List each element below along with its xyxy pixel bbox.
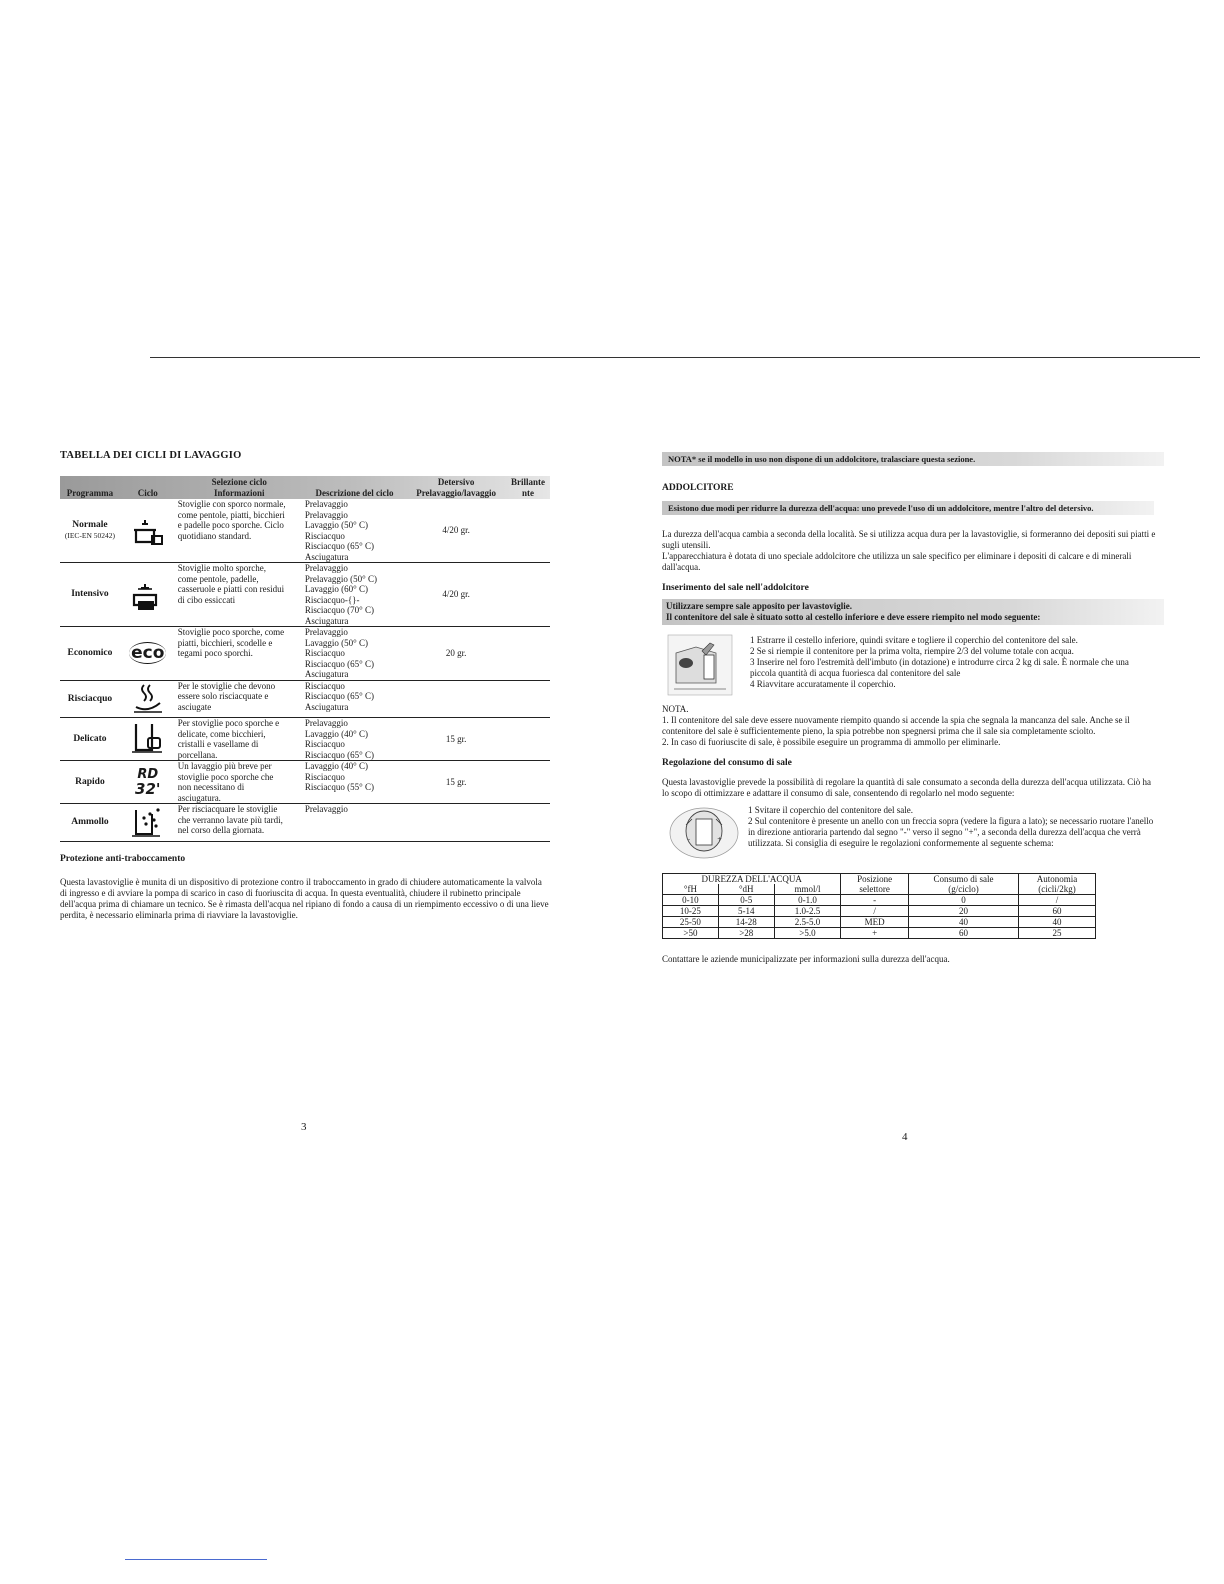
hardness-cell: >50 (663, 928, 719, 939)
program-detergent: 4/20 gr. (406, 563, 506, 627)
hardness-row (663, 917, 1096, 928)
program-step: Lavaggio (50° C) (304, 637, 368, 648)
program-steps-cell (303, 563, 406, 627)
header-brillante-line2: nte (522, 487, 535, 498)
bottom-rule (125, 1559, 267, 1560)
col-pos-line2: selettore (859, 884, 890, 894)
program-info-cell (176, 680, 303, 718)
hardness-cell: + (841, 928, 909, 939)
col-aut-line2: (cicli/2kg) (1038, 884, 1076, 894)
hardness-col-position (841, 874, 909, 895)
program-info-line: casseruole e piatti con residui (177, 584, 285, 594)
program-info-cell (176, 718, 303, 761)
cycles-table-body (60, 499, 550, 841)
regulation-title: Regolazione del consumo di sale (662, 758, 792, 768)
hardness-cell: 0 (908, 895, 1018, 906)
pot-heavy-icon (120, 563, 176, 627)
regulation-step-2: 2 Sul contenitore è presente un anello con un freccia sopra (vedere la figura a lato); se necessario ruotare l'anello in direzione antioraria partendo dal segno "-" verso il segno "+", a seconda della durezza dell'acqua che verrà utilizzata. Si consiglia di eseguire le regolazioni conformemente al seguente schema: (748, 816, 1154, 848)
header-programma: Programma (66, 487, 114, 498)
pot-icon (120, 499, 176, 563)
hardness-col-fh: °fH (663, 884, 719, 895)
program-info-line: piatti, bicchieri, scodelle e (177, 637, 273, 648)
program-info-line: Stoviglie poco sporche, come (177, 627, 285, 637)
header-selezione (176, 476, 303, 499)
program-step: Prelavaggio (304, 563, 348, 573)
hardness-cell: >28 (718, 928, 774, 939)
program-info-line: tegami poco sporchi. (177, 648, 253, 658)
hardness-cell: - (841, 895, 909, 906)
program-step: Asciugatura (304, 551, 349, 562)
salt-steps-list (750, 635, 1154, 690)
nota-item-2: 2. In caso di fuoriuscite di sale, è possibile eseguire un programma di ammollo per eliminarle. (662, 737, 1001, 747)
program-step: Prelavaggio (304, 509, 348, 520)
page-number-right: 4 (902, 1131, 908, 1143)
program-name-cell (60, 718, 120, 761)
program-name: Intensivo (71, 589, 109, 600)
program-info-line: quotidiano standard. (177, 530, 252, 541)
cycle-row-normale (60, 499, 550, 563)
program-detergent (406, 680, 506, 718)
hardness-cell: 5-14 (718, 906, 774, 917)
program-step: Risciacquo (65° C) (304, 541, 374, 551)
program-info-line: come pentole, padelle, (177, 573, 259, 584)
program-detergent: 15 gr. (406, 718, 506, 761)
salt-bar-line2: Il contenitore del sale è situato sotto al cestello inferiore e deve essere riempito nel modo seguente: (666, 612, 1041, 622)
hardness-header-row-1 (663, 874, 1096, 885)
program-info-cell (176, 499, 303, 563)
overflow-text: Questa lavastoviglie è munita di un dispositivo di protezione contro il traboccamento in grado di chiudere automaticamente la valvola di ingresso e di avviare la pompa di scarico in caso di fuoriuscita di acqua. In questa eventualità, chiudere il rubinetto principale dell'acqua prima di chiamare un tecnico. Se è rimasta dell'acqua nel ripiano di fondo a causa di un riempimento eccessivo o di una lieve perdita, è necessario eliminarla prima di riavviare la lavastoviglie. (60, 876, 549, 920)
salt-container-illustration-icon (666, 633, 734, 697)
header-brillantante (506, 476, 550, 499)
header-detersivo-line2: Prelavaggio/lavaggio (416, 487, 497, 498)
hardness-row (663, 895, 1096, 906)
program-info-line: come pentole, piatti, bicchieri (177, 509, 285, 520)
hardness-cell: >5.0 (774, 928, 841, 939)
col-cons-line2: (g/ciclo) (948, 884, 979, 894)
program-name-cell (60, 761, 120, 804)
cycles-table-header (60, 476, 550, 499)
right-page (662, 452, 1158, 965)
regulation-steps-list (748, 805, 1156, 849)
cycle-row-delicato (60, 718, 550, 761)
addolcitore-p1: La durezza dell'acqua cambia a seconda della località. Se si utilizza acqua dura per la lavastoviglie, si formeranno dei depositi sui piatti e sugli utensili. (662, 529, 1156, 550)
program-detergent: 15 gr. (406, 761, 506, 804)
rapid-label: RD (137, 767, 159, 782)
hardness-row (663, 928, 1096, 939)
hardness-cell: 40 (908, 917, 1018, 928)
salt-step-1: 1 Estrarre il cestello inferiore, quindi svitare e togliere il coperchio del contenitore del sale. (750, 635, 1078, 645)
program-info-cell (176, 627, 303, 681)
program-info-line: nel corso della giornata. (177, 825, 265, 835)
program-name: Delicato (73, 733, 107, 744)
program-rinse-aid (506, 804, 550, 842)
program-step: Lavaggio (40° C) (304, 728, 368, 739)
hardness-cell: MED (841, 917, 909, 928)
svg-text:-: - (688, 836, 691, 843)
hardness-col-dh: °dH (718, 884, 774, 895)
program-steps-cell (303, 499, 406, 563)
program-standard: (IEC-EN 50242) (64, 530, 116, 540)
program-info-cell (176, 804, 303, 842)
hardness-cell: 14-28 (718, 917, 774, 928)
salt-title: Inserimento del sale nell'addolcitore (662, 583, 809, 593)
addolcitore-p2: L'apparecchiatura è dotata di uno speciale addolcitore che utilizza un sale specifico per eliminare i depositi di calcare e di minerali dall'acqua. (662, 551, 1132, 572)
program-info-line: Per stoviglie poco sporche e (177, 718, 280, 728)
program-name-cell (60, 563, 120, 627)
program-step: Prelavaggio (50° C) (304, 573, 377, 584)
program-step: Risciacquo (304, 530, 345, 541)
salt-bar (662, 599, 1164, 625)
program-info-line: asciugatura. (177, 792, 221, 803)
header-brillante-line1: Brillante (511, 477, 546, 487)
nota-bar: NOTA* se il modello in uso non dispone di un addolcitore, tralasciare questa sezione. (662, 452, 1164, 466)
cycle-row-risciacquo (60, 680, 550, 718)
program-step: Prelavaggio (304, 627, 348, 637)
program-step: Lavaggio (60° C) (304, 584, 368, 594)
header-detersivo-line1: Detersivo (437, 477, 475, 487)
program-rinse-aid (506, 499, 550, 563)
program-step: Risciacquo (65° C) (304, 658, 374, 669)
program-rinse-aid (506, 680, 550, 718)
glass-icon (120, 718, 176, 761)
regulation-step-1: 1 Svitare il coperchio del contenitore del sale. (748, 805, 913, 815)
program-steps-cell (303, 718, 406, 761)
program-name: Economico (67, 648, 113, 658)
nota-item-1: 1. Il contenitore del sale deve essere nuovamente riempito quando si accende la spia che segnala la mancanza del sale. Anche se il contenitore del sale è sufficientemente pieno, la spia potrebbe non spegnersi prima che il sale sia completamente sciolto. (662, 715, 1130, 736)
hardness-cell: 0-1.0 (774, 895, 841, 906)
program-detergent: 4/20 gr. (406, 499, 506, 563)
hardness-cell: 1.0-2.5 (774, 906, 841, 917)
hardness-cell: 0-5 (718, 895, 774, 906)
program-step: Asciugatura (304, 669, 349, 679)
program-info-line: Per le stoviglie che devono (177, 680, 276, 691)
hardness-cell: 25-50 (663, 917, 719, 928)
hardness-col-consumption (908, 874, 1018, 895)
svg-text:+: + (717, 836, 723, 843)
program-detergent: 20 gr. (406, 627, 506, 681)
cycles-table-title: TABELLA DEI CICLI DI LAVAGGIO (60, 450, 242, 461)
hardness-cell: / (1018, 895, 1095, 906)
salt-step-3: 3 Inserire nel foro l'estremità dell'imbuto (in dotazione) e introdurre circa 2 kg di sale. È normale che una piccola quantità di acqua fuoriesca dal contenitore del sale (750, 657, 1129, 678)
program-info-line: delicate, come bicchieri, (177, 728, 266, 739)
header-detersivo (406, 476, 506, 499)
program-step: Risciacquo (304, 648, 345, 658)
hardness-col-autonomy (1018, 874, 1095, 895)
program-step: Risciacquo (55° C) (304, 782, 374, 792)
program-name: Risciacquo (67, 693, 113, 704)
left-page (60, 440, 550, 921)
salt-ring-illustration-icon (666, 805, 742, 861)
header-selezione-line1: Selezione ciclo (211, 477, 267, 487)
nota-label: NOTA. (662, 704, 689, 714)
eco-icon (120, 627, 176, 681)
program-step: Risciacquo (304, 771, 345, 782)
page-number-left: 3 (301, 1121, 307, 1133)
salt-bar-line1: Utilizzare sempre sale apposito per lavastoviglie. (666, 601, 852, 611)
rapid-minutes: 32' (135, 780, 161, 798)
program-info-line: Stoviglie molto sporche, (177, 563, 266, 573)
program-steps-cell (303, 804, 406, 842)
program-info-line: di cibo essiccati (177, 594, 236, 605)
program-step: Risciacquo (65° C) (304, 691, 374, 701)
salt-step-2: 2 Se si riempie il contenitore per la prima volta, riempire 2/3 del volume totale con acqua. (750, 646, 1074, 656)
hardness-cell: 2.5-5.0 (774, 917, 841, 928)
top-rule (150, 357, 1200, 358)
program-info-line: essere solo risciacquate e (177, 691, 269, 701)
program-info-line: Per risciacquare le stoviglie (177, 804, 278, 814)
program-info-cell (176, 563, 303, 627)
program-name: Normale (72, 520, 108, 530)
program-step: Prelavaggio (304, 499, 348, 509)
program-rinse-aid (506, 563, 550, 627)
cycle-row-ammollo (60, 804, 550, 842)
hardness-cell: 60 (908, 928, 1018, 939)
cycle-row-rapido (60, 761, 550, 804)
program-info-line: porcellana. (177, 749, 218, 760)
program-rinse-aid (506, 627, 550, 681)
program-step: Lavaggio (40° C) (304, 761, 368, 771)
program-info-line: asciugate (177, 701, 212, 712)
program-info-line: stoviglie poco sporche che (177, 771, 274, 782)
hardness-cell: 20 (908, 906, 1018, 917)
hardness-cell: / (841, 906, 909, 917)
program-rinse-aid (506, 718, 550, 761)
program-name: Ammollo (71, 817, 109, 827)
program-info-cell (176, 761, 303, 804)
program-info-line: Un lavaggio più breve per (177, 761, 272, 771)
cycles-table (60, 476, 550, 842)
program-steps-cell (303, 627, 406, 681)
program-name-cell (60, 627, 120, 681)
rinse-icon (120, 680, 176, 718)
col-aut-line1: Autonomia (1036, 874, 1078, 884)
program-info-line: Stoviglie con sporco normale, (177, 499, 286, 509)
regulation-text: Questa lavastoviglie prevede la possibilità di regolare la quantità di sale consumato a seconda della durezza dell'acqua utilizzata. Ciò ha lo scopo di ottimizzare e adattare il consumo di sale, consentendo di regolarlo nel modo seguente: (662, 777, 1151, 798)
program-info-line: non necessitano di (177, 782, 245, 792)
addolcitore-title: ADDOLCITORE (662, 483, 734, 493)
program-steps-cell (303, 680, 406, 718)
program-step: Asciugatura (304, 701, 349, 712)
hardness-row (663, 906, 1096, 917)
header-informazioni: Informazioni (214, 487, 265, 498)
program-name-cell (60, 680, 120, 718)
hardness-cell: 10-25 (663, 906, 719, 917)
addolcitore-bar: Esistono due modi per ridurre la durezza dell'acqua: uno prevede l'uso di un addolcitore, mentre l'altro del detersivo. (662, 501, 1154, 515)
hardness-cell: 0-10 (663, 895, 719, 906)
salt-step-4: 4 Riavvitare accuratamente il coperchio. (750, 679, 896, 689)
hardness-table (662, 873, 1096, 939)
program-info-line: che verranno lavate più tardi, (177, 814, 283, 825)
program-step: Risciacquo (304, 680, 345, 691)
header-descrizione: Descrizione del ciclo (315, 487, 394, 498)
col-cons-line1: Consumo di sale (933, 874, 994, 884)
overflow-section (60, 854, 550, 921)
cycle-row-economico (60, 627, 550, 681)
hardness-cell: 40 (1018, 917, 1095, 928)
program-info-line: e padelle poco sporche. Ciclo (177, 520, 284, 530)
col-pos-line1: Posizione (857, 874, 893, 884)
hardness-group-header: DUREZZA DELL'ACQUA (663, 874, 841, 885)
soak-icon (120, 804, 176, 842)
program-step: Lavaggio (50° C) (304, 520, 368, 530)
program-step: Risciacquo-{}- (304, 594, 360, 605)
eco-label: eco (131, 643, 165, 664)
contact-text: Contattare le aziende municipalizzate per informazioni sulla durezza dell'acqua. (662, 954, 950, 964)
program-step: Asciugatura (304, 615, 349, 626)
rapid-icon (120, 761, 176, 804)
program-step: Risciacquo (304, 739, 345, 749)
program-name: Rapido (75, 776, 105, 787)
header-ciclo: Ciclo (137, 487, 158, 498)
overflow-title: Protezione anti-traboccamento (60, 853, 186, 864)
hardness-col-mmol: mmol/l (774, 884, 841, 895)
program-name-cell (60, 499, 120, 563)
hardness-table-body (663, 895, 1096, 939)
program-steps-cell (303, 761, 406, 804)
regulation-steps-block (662, 805, 1158, 865)
program-step: Prelavaggio (304, 804, 348, 814)
program-step: Risciacquo (65° C) (304, 749, 374, 760)
hardness-cell: 60 (1018, 906, 1095, 917)
program-step: Prelavaggio (304, 718, 348, 728)
salt-steps-block (662, 633, 1158, 699)
hardness-cell: 25 (1018, 928, 1095, 939)
program-name-cell (60, 804, 120, 842)
program-detergent (406, 804, 506, 842)
program-info-line: cristalli e vasellame di (177, 739, 259, 749)
cycle-row-intensivo (60, 563, 550, 627)
program-rinse-aid (506, 761, 550, 804)
program-step: Risciacquo (70° C) (304, 605, 374, 615)
